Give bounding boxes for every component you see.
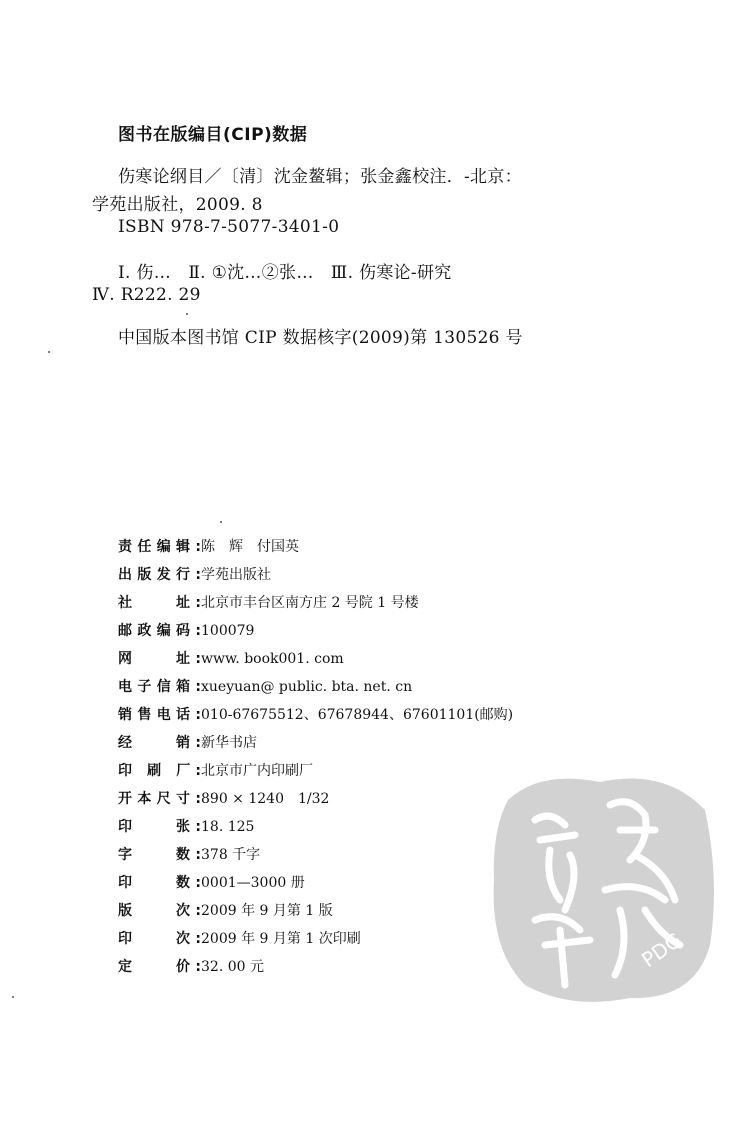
seal-pdg-text: PDG [637,927,687,973]
imprint-label: 社 址: [118,595,201,611]
imprint-row-printrun [118,876,305,890]
imprint-row-phone [118,708,513,722]
imprint-label: 网 址: [118,651,201,667]
imprint-value: 378 千字 [201,847,261,863]
cip-title-line: 伤寒论纲目／〔清〕沈金鳌辑；张金鑫校注．-北京： [118,167,522,187]
imprint-value: 890 × 1240 1/32 [201,791,330,807]
imprint-row-editor [118,540,299,554]
imprint-label: 印 次: [118,931,201,947]
imprint-value: 100079 [201,623,255,639]
imprint-row-address [118,596,419,610]
imprint-row-wordcount [118,848,260,862]
imprint-value: xueyuan@ public. bta. net. cn [201,679,413,695]
imprint-value: 新华书店 [201,735,257,751]
imprint-label: 销售电话: [118,707,201,723]
imprint-row-distributor [118,736,257,750]
imprint-label: 定 价: [118,959,201,975]
scan-speck [220,521,222,523]
imprint-label: 经 销: [118,735,201,751]
scan-speck [48,351,50,353]
imprint-label: 印 数: [118,875,201,891]
imprint-label: 版 次: [118,903,201,919]
imprint-value: 2009 年 9 月第 1 次印刷 [201,931,361,947]
imprint-label: 邮政编码: [118,623,201,639]
cip-publisher-line: 学苑出版社，2009. 8 [92,195,263,215]
cip-heading: 图书在版编目(CIP)数据 [118,125,308,145]
cip-number-line: 中国版本图书馆 CIP 数据核字(2009)第 130526 号 [118,328,523,348]
imprint-row-format [118,792,329,806]
imprint-label: 印 刷 厂: [118,763,201,779]
imprint-value: 北京市丰台区南方庄 2 号院 1 号楼 [201,595,419,611]
scan-speck [12,996,14,998]
imprint-row-publisher [118,568,271,582]
imprint-value: 0001—3000 册 [201,875,305,891]
pdg-watermark-seal [480,760,720,1010]
imprint-row-postcode [118,624,254,638]
imprint-label: 印 张: [118,819,201,835]
imprint-row-sheets [118,820,254,834]
imprint-row-printing [118,932,361,946]
imprint-row-edition [118,904,333,918]
imprint-label: 电子信箱: [118,679,201,695]
scan-speck [186,313,188,315]
imprint-value: 18. 125 [201,819,255,835]
imprint-value: 陈 辉 付国英 [201,539,299,555]
imprint-value: 32. 00 元 [201,959,264,975]
imprint-value: 北京市广内印刷厂 [201,763,313,779]
imprint-value: 2009 年 9 月第 1 版 [201,903,333,919]
imprint-row-website [118,652,344,666]
imprint-label: 责任编辑: [118,539,201,555]
imprint-row-email [118,680,412,694]
imprint-value: www. book001. com [201,651,344,667]
imprint-value: 010-67675512、67678944、67601101(邮购) [201,707,514,723]
imprint-value: 学苑出版社 [201,567,271,583]
seal-graphic [480,760,720,1010]
imprint-label: 开本尺寸: [118,791,201,807]
cip-class-line: Ⅳ. R222. 29 [92,285,201,305]
imprint-row-price [118,960,264,974]
cip-isbn-line: ISBN 978-7-5077-3401-0 [118,217,340,237]
imprint-label: 字 数: [118,847,201,863]
cip-subject-line: Ⅰ. 伤… Ⅱ. ①沈…②张… Ⅲ. 伤寒论-研究 [118,263,452,283]
imprint-label: 出版发行: [118,567,201,583]
imprint-row-printer [118,764,313,778]
